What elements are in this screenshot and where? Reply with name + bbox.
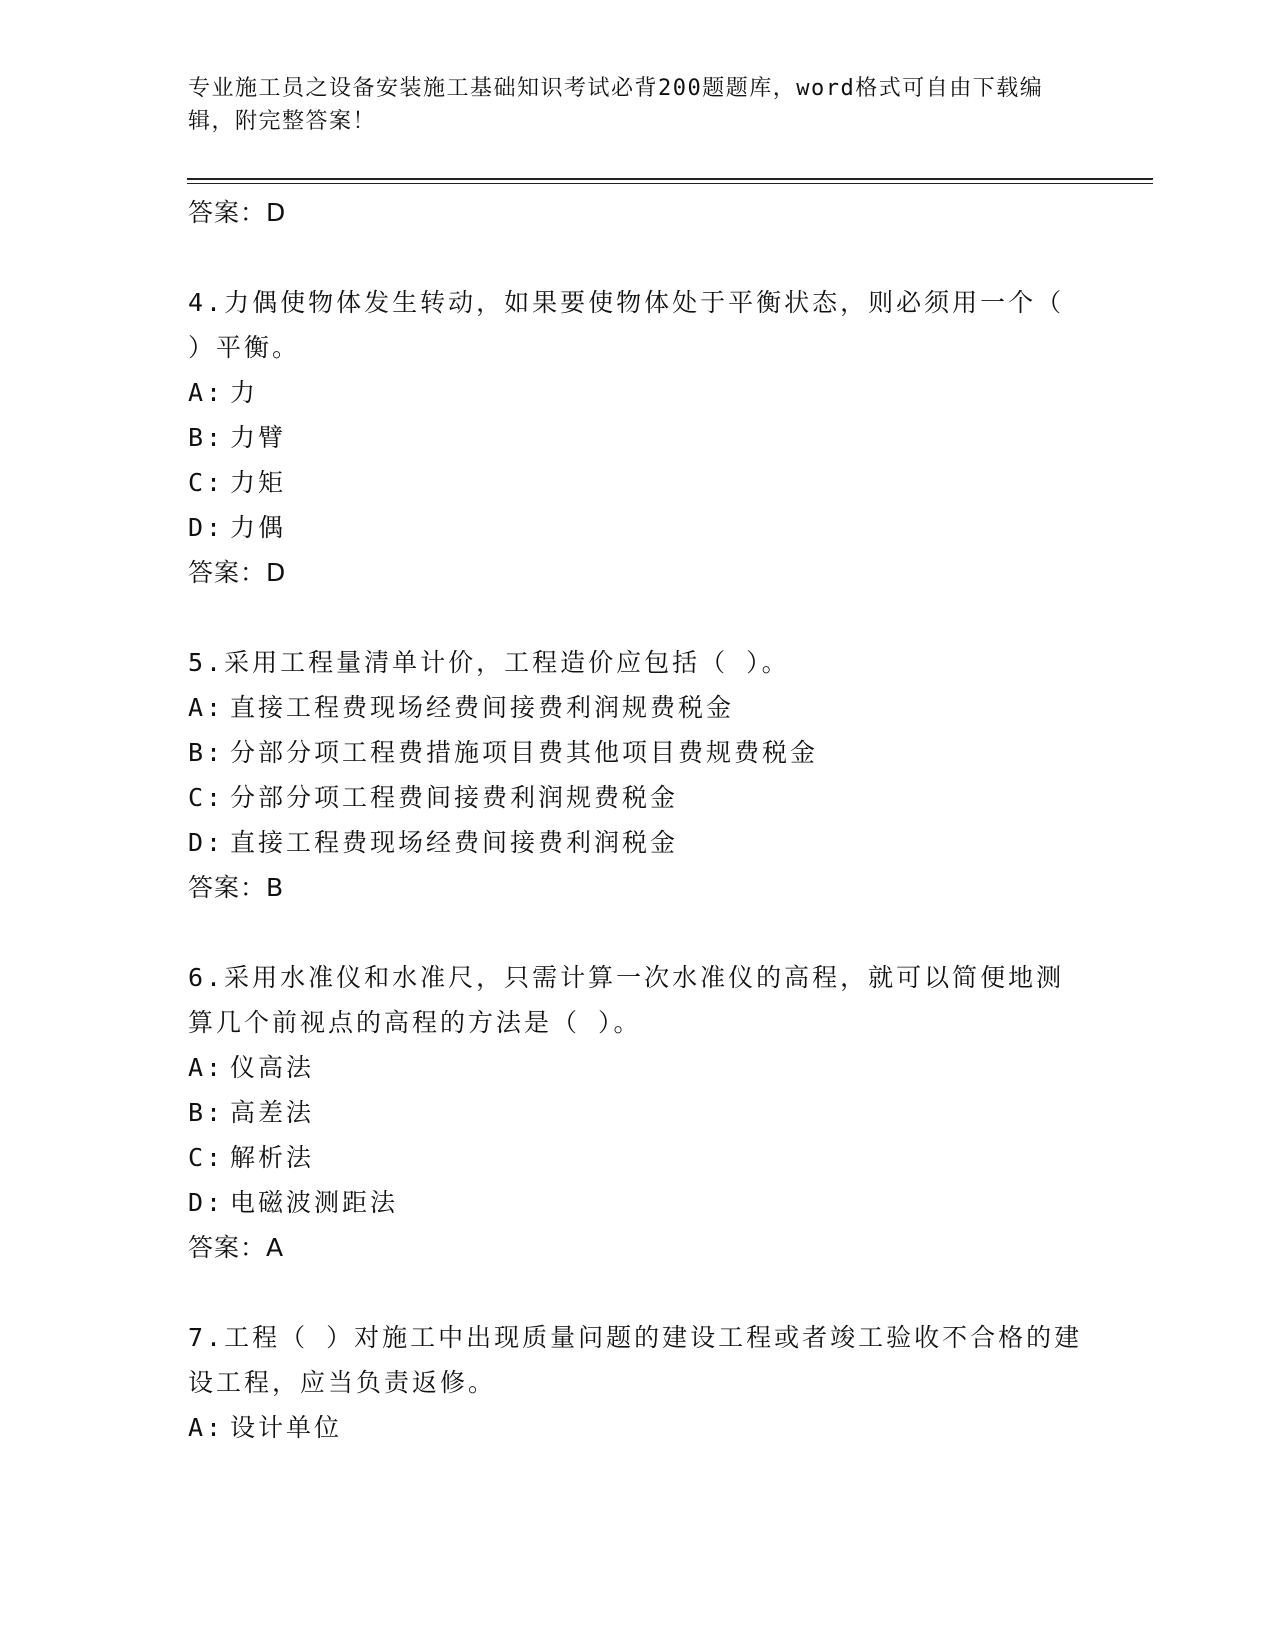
answer-line: 答案：B [188,873,285,902]
option-a [188,370,1148,415]
option-text: 电磁波测距法 [230,1188,399,1217]
option-c [188,460,1148,505]
option-text: 力臂 [230,423,287,452]
option-text: 力 [230,378,259,407]
header-divider-thin [187,183,1153,184]
question-block [188,640,1148,911]
answer-line: 答案：D [188,558,287,587]
option-text: 解析法 [230,1143,315,1172]
option-d [188,1180,1148,1225]
option-letter: B: [188,738,225,767]
option-text: 力矩 [230,468,287,497]
option-letter: A: [188,1053,225,1082]
question-stem: 5.采用工程量清单计价，工程造价应包括（ ）。 [188,648,790,677]
option-letter: B: [188,1098,225,1127]
answer-line: 答案：A [188,1233,285,1262]
question-block [188,1315,1148,1450]
option-text: 直接工程费现场经费间接费利润税金 [230,828,679,857]
option-text: 力偶 [230,513,287,542]
option-letter: D: [188,1188,225,1217]
option-a [188,685,1148,730]
option-a [188,1045,1148,1090]
option-letter: A: [188,378,225,407]
option-text: 仪高法 [230,1053,315,1082]
option-text: 设计单位 [230,1413,343,1442]
option-b [188,1090,1148,1135]
document-header: 专业施工员之设备安装施工基础知识考试必背200题题库，word格式可自由下载编辑，附完整答案！ [188,76,1044,134]
option-b [188,415,1148,460]
answer-line: 答案：D [188,198,287,227]
question-block [188,280,1148,596]
option-text: 直接工程费现场经费间接费利润规费税金 [230,693,735,722]
option-letter: B: [188,423,225,452]
question-stem: 7.工程（ ）对施工中出现质量问题的建设工程或者竣工验收不合格的建设工程，应当负责返修。 [188,1323,1083,1397]
option-text: 分部分项工程费间接费利润规费税金 [230,783,679,812]
document-body [188,190,1148,1450]
header-divider-thick [187,178,1153,180]
option-d [188,820,1148,865]
question-stem: 6.采用水准仪和水准尺，只需计算一次水准仪的高程，就可以简便地测算几个前视点的高程的方法是（ ）。 [188,963,1065,1037]
option-letter: A: [188,1413,225,1442]
option-text: 高差法 [230,1098,315,1127]
question-stem: 4.力偶使物体发生转动，如果要使物体处于平衡状态，则必须用一个（ ）平衡。 [188,288,1065,362]
option-letter: C: [188,783,225,812]
option-letter: C: [188,468,225,497]
option-text: 分部分项工程费措施项目费其他项目费规费税金 [230,738,819,767]
option-letter: C: [188,1143,225,1172]
option-letter: A: [188,693,225,722]
question-block [188,955,1148,1271]
option-d [188,505,1148,550]
option-b [188,730,1148,775]
option-c [188,775,1148,820]
option-letter: D: [188,828,225,857]
option-a [188,1405,1148,1450]
option-c [188,1135,1148,1180]
option-letter: D: [188,513,225,542]
